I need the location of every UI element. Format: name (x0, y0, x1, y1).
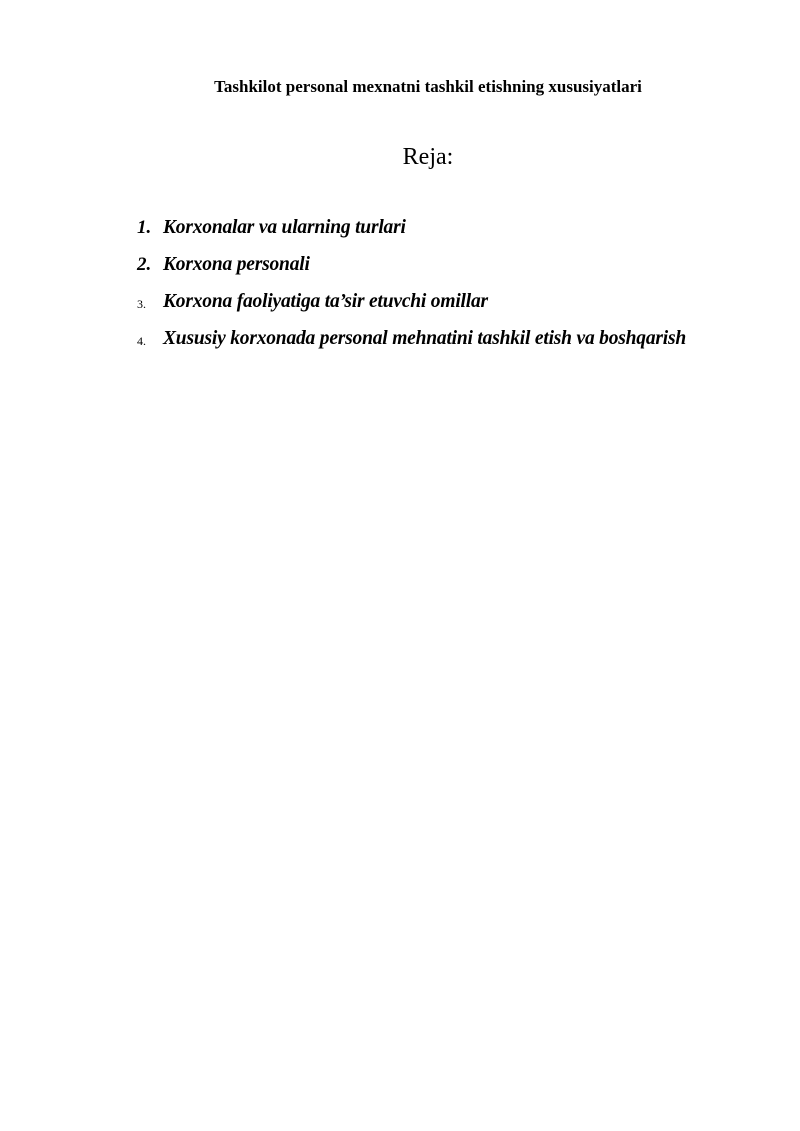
plan-item-number: 3. (137, 297, 146, 311)
plan-item-number: 1. (137, 217, 152, 238)
plan-item-text: Korxona faoliyatiga ta’sir etuvchi omillar (163, 291, 488, 312)
plan-item-text: Korxona personali (163, 254, 310, 275)
plan-item-1 (137, 214, 777, 251)
plan-item-number: 4. (137, 334, 146, 348)
document-title: Tashkilot personal mexnatni tashkil etishning xususiyatlari (214, 77, 642, 96)
plan-item-4 (137, 325, 777, 362)
plan-item-3 (137, 288, 777, 325)
plan-heading: Reja: (402, 144, 454, 170)
plan-item-text: Xususiy korxonada personal mehnatini tashkil etish va boshqarish (163, 328, 687, 349)
plan-list (137, 214, 777, 362)
plan-item-2 (137, 251, 777, 288)
plan-item-number: 2. (137, 254, 152, 275)
plan-item-text: Korxonalar va ularning turlari (163, 217, 406, 238)
